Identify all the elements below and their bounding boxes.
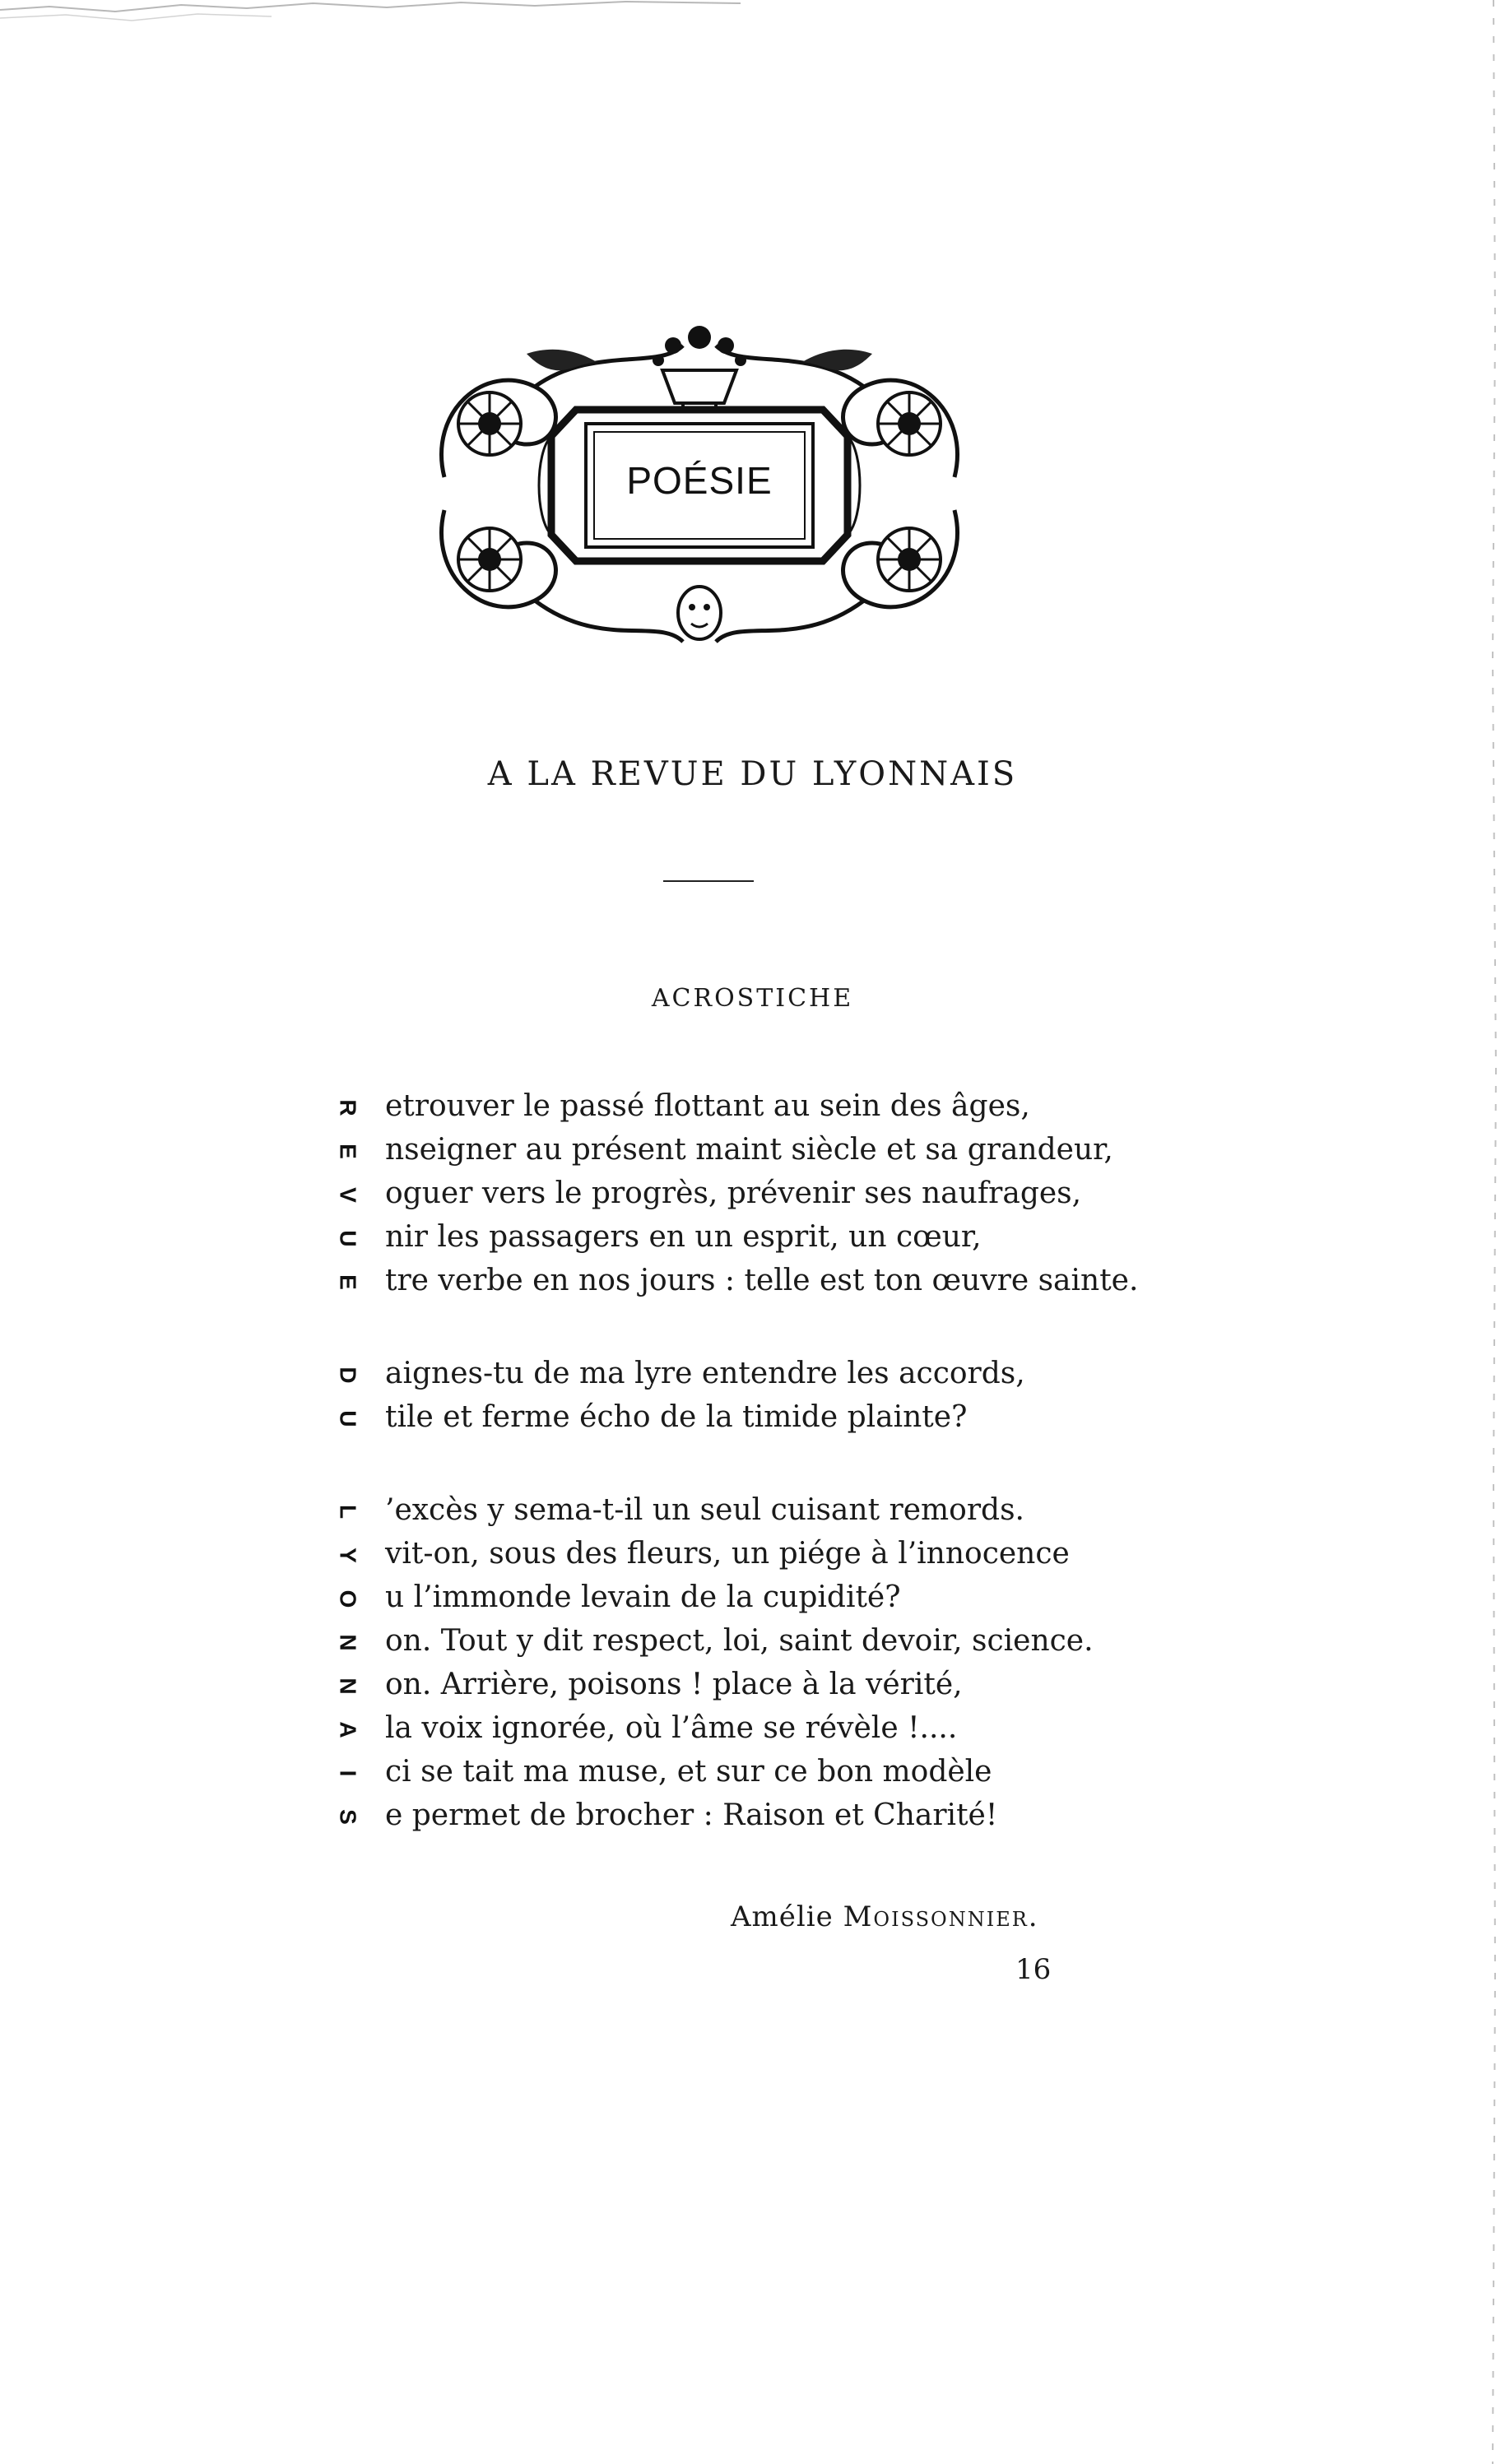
author-first-name: Amélie [731, 1900, 834, 1933]
acrostic-initial: I [335, 1770, 361, 1777]
poem-line [319, 1352, 1142, 1395]
ornament-label: POÉSIE [626, 459, 773, 502]
scan-edge-top [0, 0, 741, 33]
poem-line [319, 1793, 1142, 1837]
line-text: etrouver le passé flottant au sein des âges, [385, 1089, 1030, 1123]
line-text: tile et ferme écho de la timide plainte? [385, 1400, 968, 1434]
stanza-2 [319, 1352, 1142, 1439]
line-text: aignes-tu de ma lyre entendre les accords, [385, 1357, 1025, 1390]
acrostic-initial: S [335, 1809, 361, 1825]
poem-line [319, 1084, 1142, 1128]
acrostic-initial: U [335, 1410, 361, 1427]
poem-line [319, 1259, 1142, 1302]
scan-edge-right [1482, 0, 1505, 2464]
poem-line [319, 1619, 1142, 1663]
poem-line [319, 1663, 1142, 1706]
poem-line [319, 1128, 1142, 1172]
line-text: tre verbe en nos jours : telle est ton œuvre sainte. [385, 1264, 1139, 1297]
poesie-ornament [411, 313, 987, 666]
acrostic-initial: U [335, 1230, 361, 1247]
poem-line [319, 1395, 1142, 1439]
title-divider [663, 880, 754, 882]
poem-line [319, 1706, 1142, 1750]
line-text: nseigner au présent maint siècle et sa grandeur, [385, 1133, 1113, 1167]
line-text: u l’immonde levain de la cupidité? [385, 1580, 901, 1614]
poem-line [319, 1215, 1142, 1259]
poem-line [319, 1532, 1142, 1575]
acrostic-initial: A [335, 1721, 361, 1738]
poem-dedication-title: A LA REVUE DU LYONNAIS [487, 755, 1018, 793]
line-text: nir les passagers en un esprit, un cœur, [385, 1220, 982, 1254]
acrostic-initial: L [335, 1504, 361, 1520]
stanza-1 [319, 1084, 1142, 1302]
line-text: on. Tout y dit respect, loi, saint devoir, science. [385, 1624, 1094, 1658]
acrostic-initial: N [335, 1634, 361, 1651]
line-text: ci se tait ma muse, et sur ce bon modèle [385, 1755, 992, 1789]
line-text: vit-on, sous des fleurs, un piége à l’innocence [385, 1537, 1070, 1571]
acrostic-initial: V [335, 1187, 361, 1203]
acrostic-initial: O [335, 1589, 361, 1608]
acrostic-initial: D [335, 1367, 361, 1384]
line-text: on. Arrière, poisons ! place à la vérité, [385, 1668, 963, 1701]
page-folio-number: 16 [1015, 1953, 1052, 1986]
line-text: ’excès y sema-t-il un seul cuisant remords. [385, 1493, 1024, 1527]
line-text: oguer vers le progrès, prévenir ses naufrages, [385, 1176, 1082, 1210]
author-last-name: Moissonnier. [843, 1900, 1039, 1933]
ornament-engraving [411, 313, 987, 666]
line-text: e permet de brocher : Raison et Charité! [385, 1798, 998, 1832]
poem-line [319, 1488, 1142, 1532]
acrostic-initial: N [335, 1677, 361, 1695]
acrostic-poem [319, 1084, 1142, 1886]
poem-line [319, 1750, 1142, 1793]
stanza-3 [319, 1488, 1142, 1837]
acrostic-initial: E [335, 1144, 361, 1159]
acrostic-initial: Y [335, 1548, 361, 1563]
poem-line [319, 1172, 1142, 1215]
poem-form-subtitle: ACROSTICHE [651, 984, 854, 1013]
line-text: la voix ignorée, où l’âme se révèle !.... [385, 1711, 958, 1745]
author-signature [731, 1900, 1039, 1933]
acrostic-initial: E [335, 1274, 361, 1290]
poem-line [319, 1575, 1142, 1619]
acrostic-initial: R [335, 1099, 361, 1116]
